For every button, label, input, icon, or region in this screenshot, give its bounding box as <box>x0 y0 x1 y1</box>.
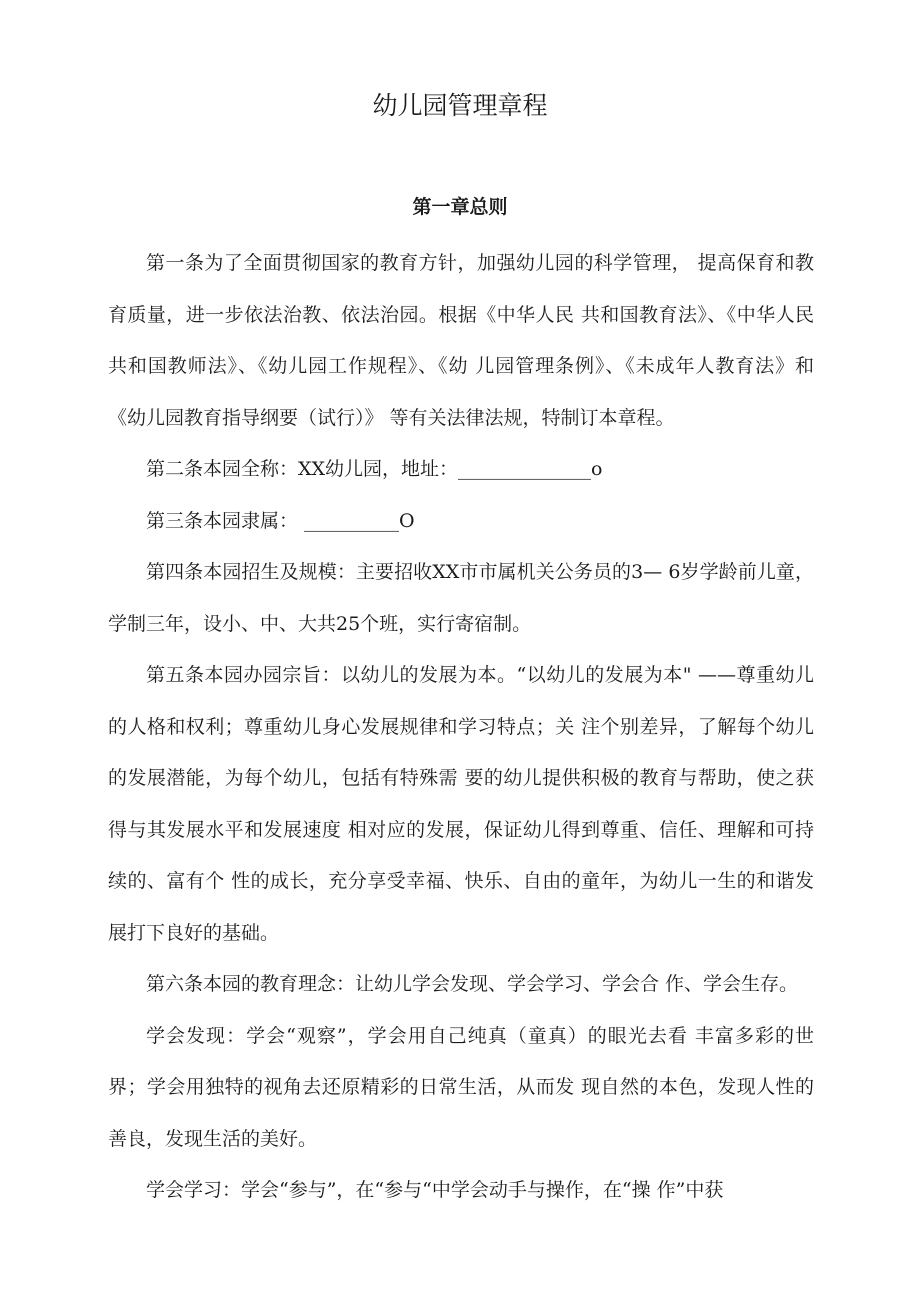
article-5-paragraph: 第五条本园办园宗旨：以幼儿的发展为本。“以幼儿的发展为本" ——尊重幼儿的人格和权利；尊重幼儿身心发展规律和学习特点；关 注个别差异，了解每个幼儿的发展潜能，为每个幼儿，包括有特殊需 要的幼儿提供积极的教育与帮助，使之获得与其发展水平和发展速度 相对应的发展，保证幼儿得到尊重、信任、理解和可持续的、富有个 性的成长，充分享受幸福、快乐、自由的童年，为幼儿一生的和谐发 展打下良好的基础。 <box>108 664 814 944</box>
article-3-paragraph: 第三条本园隶属： __________O <box>146 509 415 532</box>
document-title: 幼儿园管理章程 <box>372 91 548 120</box>
learn-to-learn-paragraph: 学会学习：学会“参与”，在“参与“中学会动手与操作，在“操 作”中获 <box>146 1179 724 1201</box>
article-2-paragraph: 第二条本园全称：XX幼儿园，地址：______________o <box>146 458 603 480</box>
document-body <box>108 238 814 1217</box>
chapter-heading: 第一章总则 <box>412 196 508 218</box>
article-4-paragraph: 第四条本园招生及规模：主要招收XX市市属机关公务员的3— 6岁学龄前儿童，学制三年，设小、中、大共25个班，实行寄宿制。 <box>108 561 814 635</box>
article-6-paragraph: 第六条本园的教育理念：让幼儿学会发现、学会学习、学会合 作、学会生存。 <box>146 973 799 995</box>
article-1-paragraph: 第一条为了全面贯彻国家的教育方针，加强幼儿园的科学管理， 提高保育和教育质量，进一步依法治教、依法治园。根据《中华人民 共和国教育法》、《中华人民共和国教师法》、《幼儿园工作规程》、《幼 儿园管理条例》、《未成年人教育法》和《幼儿园教育指导纲要（试行）》 等有关法律法规，特制订本章程。 <box>108 252 814 429</box>
learn-to-discover-paragraph: 学会发现：学会“观察”，学会用自己纯真（童真）的眼光去看 丰富多彩的世界；学会用独特的视角去还原精彩的日常生活，从而发 现自然的本色，发现人性的善良，发现生活的美好。 <box>108 1024 814 1150</box>
